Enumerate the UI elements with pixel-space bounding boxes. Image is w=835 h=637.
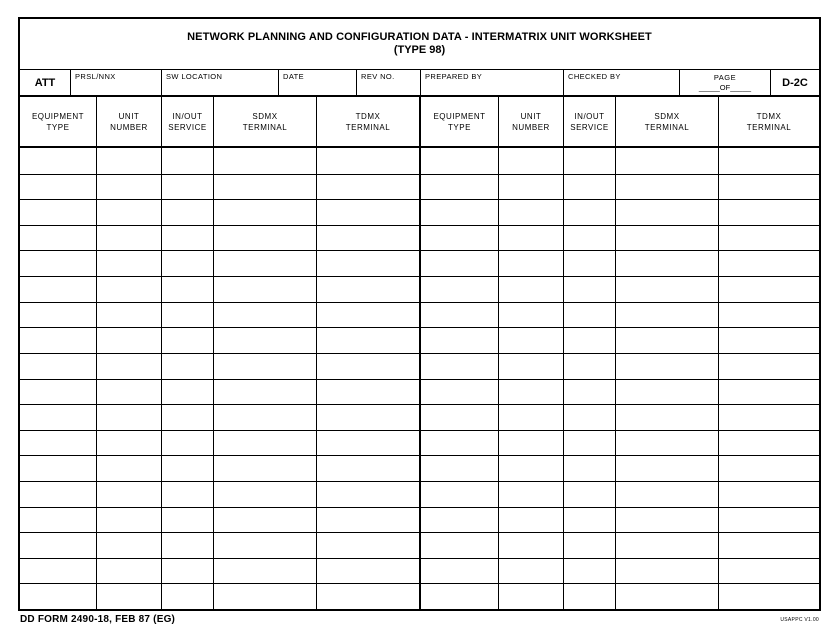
prsl-label: PRSL/NNX <box>75 72 116 81</box>
form-title: NETWORK PLANNING AND CONFIGURATION DATA - INTERMATRIX UNIT WORKSHEET <box>187 31 652 43</box>
row-divider <box>20 225 819 226</box>
header-info-row <box>20 70 819 97</box>
checked-by-label: CHECKED BY <box>568 72 621 81</box>
column-header: IN/OUT SERVICE <box>162 97 214 146</box>
row-divider <box>20 199 819 200</box>
row-divider <box>20 379 819 380</box>
row-divider <box>20 481 819 482</box>
prepared-by-field[interactable] <box>421 70 564 95</box>
rev-no-field[interactable] <box>357 70 421 95</box>
row-divider <box>20 430 819 431</box>
date-field[interactable] <box>279 70 357 95</box>
row-divider <box>20 507 819 508</box>
worksheet-form <box>18 17 821 611</box>
row-divider <box>20 583 819 584</box>
row-divider <box>20 532 819 533</box>
sw-location-field[interactable] <box>162 70 279 95</box>
date-label: DATE <box>283 72 305 81</box>
form-title-area <box>20 19 819 70</box>
page-of-label: _____OF_____ <box>698 83 752 92</box>
table-body <box>20 148 819 609</box>
column-header: SDMX TERMINAL <box>214 97 317 146</box>
sw-location-label: SW LOCATION <box>166 72 223 81</box>
row-divider <box>20 327 819 328</box>
column-header: IN/OUT SERVICE <box>564 97 616 146</box>
row-divider <box>20 250 819 251</box>
column-header: TDMX TERMINAL <box>317 97 421 146</box>
rev-no-label: REV NO. <box>361 72 395 81</box>
column-header: EQUIPMENT TYPE <box>421 97 499 146</box>
row-divider <box>20 404 819 405</box>
page-field[interactable] <box>680 70 771 95</box>
att-cell <box>20 70 71 95</box>
checked-by-field[interactable] <box>564 70 680 95</box>
form-id: DD FORM 2490-18, FEB 87 (EG) <box>20 614 176 625</box>
row-divider <box>20 302 819 303</box>
page-label: PAGE <box>713 73 737 82</box>
form-code: D-2C <box>782 77 808 89</box>
version-label: USAPPC V1.00 <box>780 617 819 623</box>
row-divider <box>20 276 819 277</box>
att-label: ATT <box>34 77 56 89</box>
prsl-field[interactable] <box>71 70 162 95</box>
row-divider <box>20 174 819 175</box>
form-code-cell <box>771 70 819 95</box>
form-subtitle: (TYPE 98) <box>393 44 446 56</box>
column-header: EQUIPMENT TYPE <box>20 97 97 146</box>
row-divider <box>20 455 819 456</box>
table-header <box>20 97 819 148</box>
row-divider <box>20 558 819 559</box>
row-divider <box>20 353 819 354</box>
prepared-by-label: PREPARED BY <box>425 72 483 81</box>
column-header: UNIT NUMBER <box>97 97 162 146</box>
column-header: TDMX TERMINAL <box>746 111 792 132</box>
column-header: SDMX TERMINAL <box>616 97 719 146</box>
column-header: UNIT NUMBER <box>499 97 564 146</box>
